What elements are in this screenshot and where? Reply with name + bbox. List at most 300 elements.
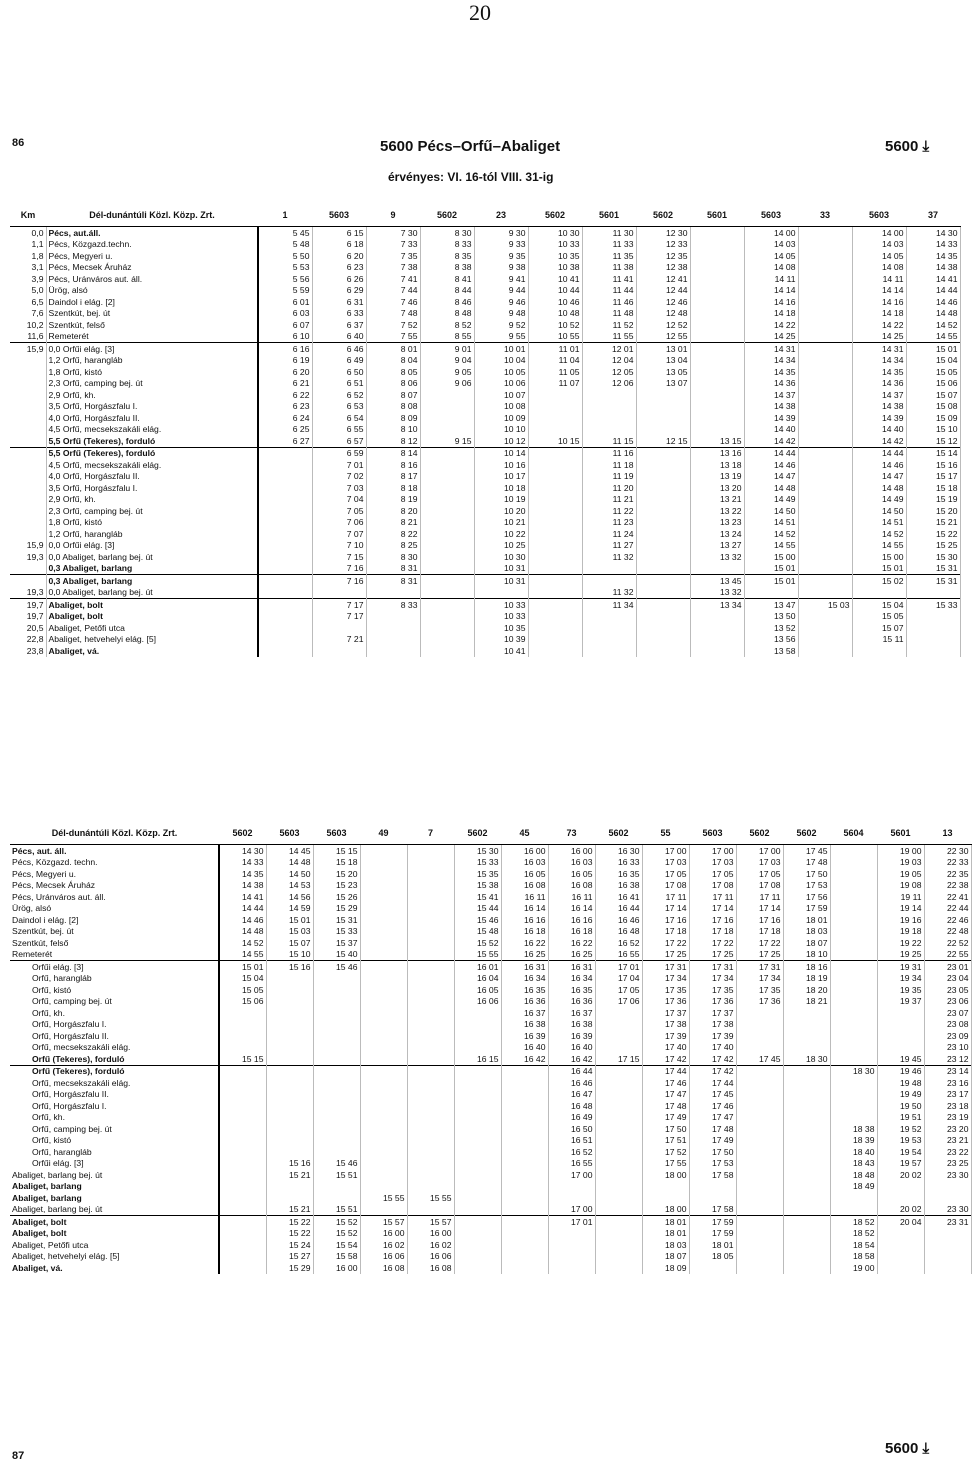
time-cell (454, 1228, 501, 1240)
time-cell: 17 05 (595, 984, 642, 996)
time-cell: 10 21 (474, 517, 528, 529)
stop-name: 0,0 Abaliget, barlang bej. út (46, 551, 258, 563)
time-cell: 16 51 (548, 1135, 595, 1147)
km-cell: 19,7 (10, 599, 46, 611)
time-cell (830, 1042, 877, 1054)
time-cell: 14 55 (744, 540, 798, 552)
time-cell: 19 51 (877, 1112, 924, 1124)
time-cell (642, 1192, 689, 1204)
time-cell: 17 22 (642, 937, 689, 949)
time-cell (744, 587, 798, 599)
time-cell: 12 38 (636, 262, 690, 274)
table-row (10, 599, 960, 611)
time-cell: 11 34 (582, 599, 636, 611)
time-cell: 8 14 (366, 447, 420, 459)
time-cell: 10 14 (474, 447, 528, 459)
table-row (10, 1123, 971, 1135)
table-row (10, 1169, 971, 1181)
time-cell: 10 31 (474, 563, 528, 575)
time-cell (420, 634, 474, 646)
time-cell: 15 22 (266, 1228, 313, 1240)
time-cell: 14 39 (852, 412, 906, 424)
time-cell: 15 02 (852, 575, 906, 587)
time-cell: 11 07 (528, 378, 582, 390)
time-cell: 14 48 (744, 482, 798, 494)
time-cell (636, 447, 690, 459)
time-cell (636, 401, 690, 413)
time-cell (313, 1089, 360, 1101)
time-cell: 15 55 (407, 1192, 454, 1204)
time-cell: 15 46 (313, 1158, 360, 1170)
time-cell: 13 32 (690, 551, 744, 563)
column-header-train: 5602 (528, 204, 582, 227)
time-cell: 22 48 (924, 926, 971, 938)
time-cell (736, 1158, 783, 1170)
time-cell: 6 18 (312, 239, 366, 251)
stop-name: Orfű, kistó (10, 984, 219, 996)
time-cell (690, 331, 744, 343)
time-cell: 11 44 (582, 285, 636, 297)
stop-name: Orfű, camping bej. út (10, 996, 219, 1008)
time-cell: 16 00 (360, 1228, 407, 1240)
time-cell: 14 11 (852, 273, 906, 285)
time-cell (736, 1089, 783, 1101)
time-cell (636, 517, 690, 529)
time-cell (501, 1228, 548, 1240)
time-cell: 23 30 (924, 1169, 971, 1181)
time-cell: 6 33 (312, 308, 366, 320)
km-cell: 11,6 (10, 331, 46, 343)
km-cell: 3,1 (10, 262, 46, 274)
time-cell: 14 42 (852, 435, 906, 447)
time-cell (407, 949, 454, 961)
time-cell (501, 1077, 548, 1089)
time-cell: 9 41 (474, 273, 528, 285)
time-cell (420, 563, 474, 575)
time-cell (690, 389, 744, 401)
time-cell (528, 575, 582, 587)
time-cell (798, 389, 852, 401)
time-cell (798, 227, 852, 239)
time-cell: 9 44 (474, 285, 528, 297)
time-cell (219, 1123, 266, 1135)
time-cell: 16 08 (501, 880, 548, 892)
time-cell (501, 1181, 548, 1193)
time-cell: 16 49 (548, 1112, 595, 1124)
time-cell (407, 1146, 454, 1158)
time-cell: 10 17 (474, 471, 528, 483)
time-cell: 8 44 (420, 285, 474, 297)
time-cell: 18 07 (642, 1251, 689, 1263)
time-cell (420, 587, 474, 599)
time-cell: 13 32 (690, 587, 744, 599)
stop-name: Orfű (Tekeres), forduló (10, 1053, 219, 1065)
time-cell (407, 961, 454, 973)
time-cell (360, 1158, 407, 1170)
time-cell: 14 50 (266, 868, 313, 880)
km-cell: 23,8 (10, 645, 46, 657)
time-cell (595, 1158, 642, 1170)
time-cell: 13 45 (690, 575, 744, 587)
time-cell (528, 412, 582, 424)
table-row (10, 587, 960, 599)
time-cell (924, 1262, 971, 1274)
table-row (10, 435, 960, 447)
km-cell (10, 459, 46, 471)
time-cell: 15 04 (906, 355, 960, 367)
table-row (10, 1228, 971, 1240)
table-row (10, 1065, 971, 1077)
time-cell: 23 20 (924, 1123, 971, 1135)
time-cell (454, 1065, 501, 1077)
time-cell (636, 575, 690, 587)
time-cell: 16 03 (501, 857, 548, 869)
time-cell: 18 09 (642, 1262, 689, 1274)
time-cell (454, 1089, 501, 1101)
time-cell: 6 26 (312, 273, 366, 285)
time-cell (360, 914, 407, 926)
time-cell (636, 482, 690, 494)
stop-name: 2,9 Orfű, kh. (46, 494, 258, 506)
time-cell: 10 55 (528, 331, 582, 343)
stop-name: Orfű, kistó (10, 1135, 219, 1147)
time-cell (420, 575, 474, 587)
time-cell: 15 14 (906, 447, 960, 459)
table-row (10, 494, 960, 506)
time-cell: 16 08 (360, 1262, 407, 1274)
time-cell: 6 25 (258, 424, 312, 436)
time-cell: 11 48 (582, 308, 636, 320)
time-cell (798, 459, 852, 471)
stop-name: Szentkút, felső (10, 937, 219, 949)
time-cell: 16 30 (595, 845, 642, 857)
time-cell: 14 22 (744, 319, 798, 331)
time-cell: 14 41 (906, 273, 960, 285)
time-cell (582, 389, 636, 401)
column-header-train: 5601 (582, 204, 636, 227)
page-number: 20 (469, 0, 491, 25)
stop-name: Abaliget, bolt (10, 1228, 219, 1240)
time-cell (690, 563, 744, 575)
time-cell: 10 30 (528, 227, 582, 239)
time-cell (219, 1146, 266, 1158)
time-cell (219, 1169, 266, 1181)
time-cell (595, 1216, 642, 1228)
time-cell (219, 1077, 266, 1089)
column-header-train: 33 (798, 204, 852, 227)
time-cell: 17 51 (642, 1135, 689, 1147)
time-cell (313, 1065, 360, 1077)
column-header-train: 9 (366, 204, 420, 227)
time-cell: 19 16 (877, 914, 924, 926)
stop-name: Pécs, aut. áll. (10, 845, 219, 857)
time-cell: 15 24 (266, 1239, 313, 1251)
time-cell: 14 00 (852, 227, 906, 239)
time-cell: 17 18 (736, 926, 783, 938)
time-cell: 7 55 (366, 331, 420, 343)
time-cell: 12 35 (636, 250, 690, 262)
top-page-no: 86 (12, 137, 25, 149)
time-cell: 23 01 (924, 961, 971, 973)
time-cell (219, 1228, 266, 1240)
time-cell: 14 30 (906, 227, 960, 239)
time-cell: 7 44 (366, 285, 420, 297)
time-cell (454, 1112, 501, 1124)
time-cell: 14 38 (744, 401, 798, 413)
stop-name: Abaliget, barlang bej. út (10, 1204, 219, 1216)
km-cell: 19,7 (10, 611, 46, 623)
time-cell (501, 1204, 548, 1216)
time-cell (528, 645, 582, 657)
time-cell: 19 54 (877, 1146, 924, 1158)
time-cell (420, 482, 474, 494)
time-cell (258, 494, 312, 506)
time-cell (906, 634, 960, 646)
time-cell: 16 38 (548, 1019, 595, 1031)
time-cell: 6 15 (312, 227, 366, 239)
time-cell (420, 389, 474, 401)
time-cell: 14 03 (744, 239, 798, 251)
time-cell (219, 1251, 266, 1263)
time-cell: 7 05 (312, 505, 366, 517)
time-cell (420, 447, 474, 459)
time-cell: 14 59 (266, 903, 313, 915)
time-cell: 15 30 (906, 551, 960, 563)
time-cell (313, 1146, 360, 1158)
time-cell (528, 540, 582, 552)
time-cell (582, 412, 636, 424)
time-cell: 15 15 (219, 1053, 266, 1065)
time-cell (877, 1251, 924, 1263)
time-cell: 6 52 (312, 389, 366, 401)
time-cell: 11 18 (582, 459, 636, 471)
time-cell: 10 31 (474, 575, 528, 587)
time-cell: 16 18 (501, 926, 548, 938)
time-cell (736, 1204, 783, 1216)
time-cell: 23 06 (924, 996, 971, 1008)
table-row (10, 389, 960, 401)
time-cell: 8 04 (366, 355, 420, 367)
time-cell: 15 06 (906, 378, 960, 390)
time-cell (548, 1239, 595, 1251)
time-cell: 8 52 (420, 319, 474, 331)
time-cell: 9 35 (474, 250, 528, 262)
time-cell (798, 435, 852, 447)
time-cell: 15 58 (313, 1251, 360, 1263)
time-cell (407, 868, 454, 880)
time-cell: 15 48 (454, 926, 501, 938)
line-number-top: 5600 ⤓ (885, 138, 930, 155)
column-header-train: 5603 (313, 822, 360, 845)
table-row (10, 401, 960, 413)
time-cell: 17 34 (642, 973, 689, 985)
stop-name: Daindol i elág. [2] (46, 296, 258, 308)
time-cell (454, 1251, 501, 1263)
time-cell: 16 02 (360, 1239, 407, 1251)
time-cell (528, 389, 582, 401)
time-cell: 15 16 (906, 459, 960, 471)
time-cell: 13 23 (690, 517, 744, 529)
time-cell: 14 46 (744, 459, 798, 471)
time-cell (636, 622, 690, 634)
time-cell: 15 09 (906, 412, 960, 424)
time-cell (548, 1181, 595, 1193)
time-cell: 17 03 (736, 857, 783, 869)
time-cell (360, 1123, 407, 1135)
time-cell (407, 1204, 454, 1216)
table-row (10, 880, 971, 892)
time-cell: 22 38 (924, 880, 971, 892)
stop-name: 1,2 Orfű, harangláb (46, 528, 258, 540)
time-cell: 13 47 (744, 599, 798, 611)
time-cell: 15 05 (219, 984, 266, 996)
time-cell (313, 1181, 360, 1193)
time-cell (736, 1077, 783, 1089)
time-cell: 11 41 (582, 273, 636, 285)
time-cell (501, 1251, 548, 1263)
time-cell: 10 05 (474, 366, 528, 378)
km-cell: 22,8 (10, 634, 46, 646)
stop-name: 1,2 Orfű, harangláb (46, 355, 258, 367)
km-cell (10, 378, 46, 390)
km-cell: 19,3 (10, 551, 46, 563)
stop-name: 0,0 Orfűi elág. [3] (46, 343, 258, 355)
column-header-train: 5602 (219, 822, 266, 845)
time-cell (690, 319, 744, 331)
time-cell: 22 46 (924, 914, 971, 926)
km-cell: 7,6 (10, 308, 46, 320)
time-cell: 17 46 (689, 1100, 736, 1112)
time-cell: 12 44 (636, 285, 690, 297)
time-cell (783, 1100, 830, 1112)
time-cell: 16 31 (501, 961, 548, 973)
time-cell: 20 04 (877, 1216, 924, 1228)
table-row (10, 239, 960, 251)
column-header-train: 23 (474, 204, 528, 227)
time-cell: 17 14 (736, 903, 783, 915)
time-cell (219, 1181, 266, 1193)
time-cell: 15 07 (906, 389, 960, 401)
time-cell (501, 1065, 548, 1077)
time-cell: 17 00 (689, 845, 736, 857)
time-cell (420, 599, 474, 611)
time-cell (690, 296, 744, 308)
time-cell: 14 49 (744, 494, 798, 506)
time-cell (582, 645, 636, 657)
time-cell (258, 634, 312, 646)
time-cell: 16 08 (407, 1262, 454, 1274)
time-cell (830, 984, 877, 996)
time-cell: 18 01 (642, 1228, 689, 1240)
time-cell: 8 31 (366, 563, 420, 575)
time-cell (528, 517, 582, 529)
time-cell: 11 19 (582, 471, 636, 483)
time-cell: 19 45 (877, 1053, 924, 1065)
time-cell (595, 1089, 642, 1101)
time-cell: 18 07 (783, 937, 830, 949)
time-cell: 15 06 (219, 996, 266, 1008)
time-cell: 6 49 (312, 355, 366, 367)
time-cell (798, 343, 852, 355)
column-header-train: 5602 (595, 822, 642, 845)
time-cell: 11 35 (582, 250, 636, 262)
time-cell: 14 36 (852, 378, 906, 390)
time-cell (454, 1030, 501, 1042)
time-cell: 19 57 (877, 1158, 924, 1170)
time-cell: 6 20 (312, 250, 366, 262)
stop-name: Abaliget, hetvehelyi elág. [5] (46, 634, 258, 646)
time-cell: 16 16 (501, 914, 548, 926)
table-row (10, 482, 960, 494)
time-cell (690, 273, 744, 285)
time-cell (360, 1204, 407, 1216)
time-cell: 9 33 (474, 239, 528, 251)
table-row (10, 459, 960, 471)
time-cell: 13 56 (744, 634, 798, 646)
time-cell: 19 00 (877, 845, 924, 857)
time-cell: 15 01 (906, 343, 960, 355)
time-cell: 14 46 (906, 296, 960, 308)
time-cell: 23 21 (924, 1135, 971, 1147)
time-cell (407, 937, 454, 949)
time-cell (258, 563, 312, 575)
time-cell: 14 35 (852, 366, 906, 378)
time-cell: 14 38 (852, 401, 906, 413)
time-cell: 13 50 (744, 611, 798, 623)
km-cell: 15,9 (10, 343, 46, 355)
stop-name: Orfű (Tekeres), forduló (10, 1065, 219, 1077)
table-row (10, 857, 971, 869)
time-cell: 15 41 (454, 891, 501, 903)
time-cell: 13 27 (690, 540, 744, 552)
time-cell: 16 47 (548, 1089, 595, 1101)
time-cell (906, 645, 960, 657)
time-cell: 14 08 (744, 262, 798, 274)
time-cell (642, 1181, 689, 1193)
time-cell: 7 30 (366, 227, 420, 239)
km-cell (10, 412, 46, 424)
time-cell: 8 33 (366, 599, 420, 611)
time-cell: 19 46 (877, 1065, 924, 1077)
time-cell (407, 1158, 454, 1170)
time-cell: 17 53 (783, 880, 830, 892)
time-cell: 14 34 (744, 355, 798, 367)
column-header-train: 5603 (689, 822, 736, 845)
time-cell: 13 18 (690, 459, 744, 471)
column-header-train: 5603 (312, 204, 366, 227)
km-cell (10, 563, 46, 575)
time-cell: 12 33 (636, 239, 690, 251)
time-cell (360, 961, 407, 973)
time-cell (877, 1019, 924, 1031)
time-cell (407, 1030, 454, 1042)
time-cell (798, 575, 852, 587)
time-cell: 12 06 (582, 378, 636, 390)
time-cell: 16 00 (407, 1228, 454, 1240)
time-cell (582, 563, 636, 575)
time-cell: 15 16 (266, 961, 313, 973)
time-cell: 14 45 (266, 845, 313, 857)
time-cell: 17 39 (689, 1030, 736, 1042)
time-cell (366, 622, 420, 634)
time-cell: 10 10 (474, 424, 528, 436)
time-cell (454, 1158, 501, 1170)
time-cell: 18 00 (642, 1204, 689, 1216)
time-cell (736, 1042, 783, 1054)
stop-name: Orfű, mecsekszakáli elág. (10, 1042, 219, 1054)
time-cell (219, 1158, 266, 1170)
time-cell (420, 611, 474, 623)
